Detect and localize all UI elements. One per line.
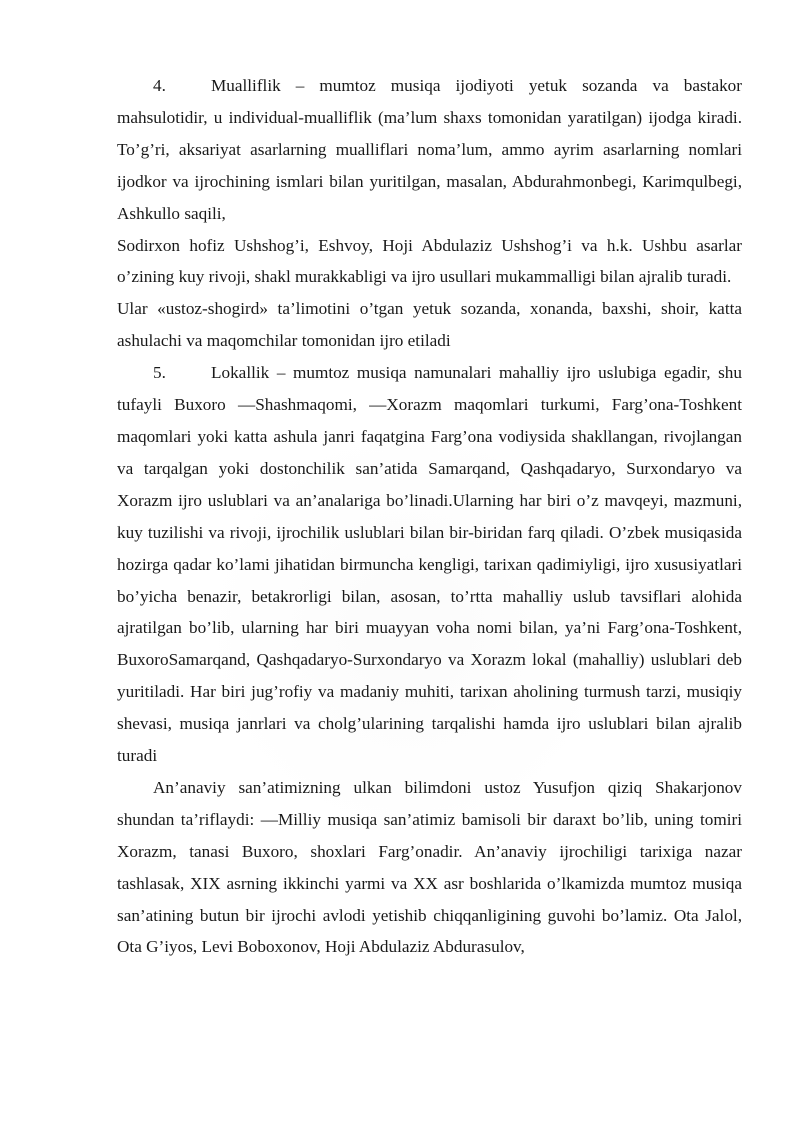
item-4-text: Mualliflik – mumtoz musiqa ijodiyoti yetuk sozanda va bastakor mahsulotidir, u individual-mualliflik (ma’lum shaxs tomonidan yaratilgan) ijodga kiradi. To’g’ri, aksariyat asarlarning mualliflari noma’lum, ammo ayrim asarlarning nomlari ijodkor va ijrochining ismlari bilan yuritilgan, masalan, Abdurahmonbegi, Karimqulbegi, Ashkullo saqili, (117, 76, 742, 223)
item-number-5: 5. (153, 363, 166, 383)
paragraph-ular: Ular «ustoz-shogird» ta’limotini o’tgan yetuk sozanda, xonanda, baxshi, shoir, katta ashulachi va maqomchilar tomonidan ijro etiladi (117, 299, 742, 351)
item-number-4: 4. (153, 76, 166, 95)
item-5-text: Lokallik – mumtoz musiqa namunalari mahalliy ijro uslubiga egadir, shu tufayli Buxoro ―Shashmaqomi, ―Xorazm maqomlari turkumi, Farg’ona-Toshkent maqomlari yoki katta ashula janri faqatgina Farg’ona vodiysida shakllangan, rivojlangan va tarqalgan yoki dostonchilik san’atida Samarqand, Qashqadaryo, Surxondaryo va Xorazm ijro uslublari va an’analariga bo’linadi.Ularning har biri o’z mavqeyi, mazmuni, kuy tuzilishi va rivoji, ijrochilik uslublari bilan bir-biridan farq qiladi. O’zbek musiqasida hozirga qadar ko’lami jihatidan birmuncha kengligi, tarixan qadimiyligi, ijro xususiyatlari bo’yicha benazir, betakrorligi bilan, asosan, to’rtta mahalliy uslub tavsiflari alohida ajratilgan bo’lib, ularning har biri muayyan voha nomi bilan, ya’ni Farg’ona-Toshkent, BuxoroSamarqand, Qashqadaryo-Surxondaryo va Xorazm lokal (mahalliy) uslublari deb yuritiladi. Har biri jug’rofiy va madaniy muhiti, tarixan aholining turmush tarzi, musiqiy shevasi, musiqa janrlari va cholg’ularining tarqalishi hamda ijro uslublari bilan ajralib turadi (117, 363, 742, 766)
paragraph-ananaviy: An’anaviy san’atimizning ulkan bilimdoni ustoz Yusufjon qiziq Shakarjonov shundan ta’riflaydi: ―Milliy musiqa san’atimiz bamisoli bir daraxt bo’lib, uning tomiri Xorazm, tanasi Buxoro, shoxlari Farg’onadir. An’anaviy ijrochiligi tarixiga nazar tashlasak, XIX asrning ikkinchi yarmi va XX asr boshlarida o’lkamizda mumtoz musiqa san’atining butun bir ijrochi avlodi yetishib chiqqanligining guvohi bo’lamiz. Ota Jalol, Ota G’iyos, Levi Boboxonov, Hoji Abdulaziz Abdurasulov, (117, 777, 742, 957)
paragraph-sodirxon: Sodirxon hofiz Ushshog’i, Eshvoy, Hoji Abdulaziz Ushshog’i va h.k. Ushbu asarlar o’zining kuy rivoji, shakl murakkabligi va ijro usullari mukammalligi bilan ajralib turadi. (117, 235, 742, 287)
paragraph-item-4 (117, 70, 742, 230)
paragraph-item-5 (117, 357, 742, 772)
document-page (117, 70, 742, 963)
